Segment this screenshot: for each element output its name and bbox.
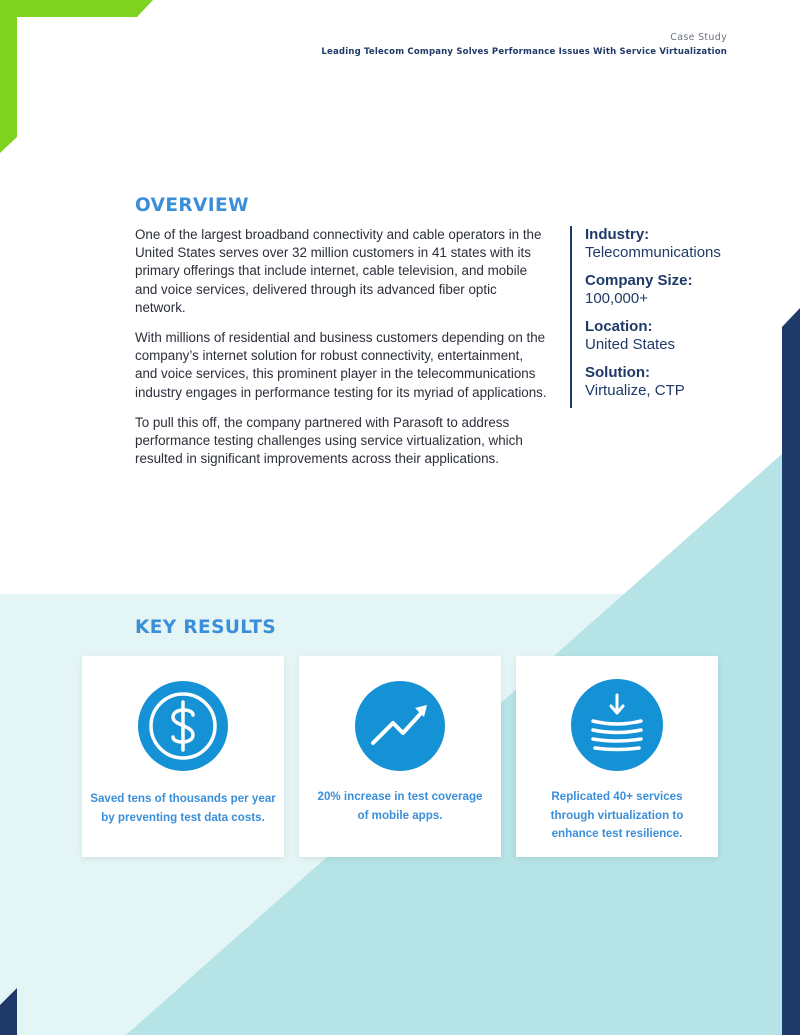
trend-up-icon	[355, 681, 445, 771]
overview-paragraph: One of the largest broadband connectivity and cable operators in the United States serves over 32 million customers in 41 states with its primary offerings that include internet, cable television, and mobile and voice services, delivered through its advanced fiber optic network.	[135, 227, 542, 315]
navy-right-edge	[782, 308, 800, 1035]
result-caption: Replicated 40+ services through virtualization to enhance test resilience.	[550, 790, 684, 840]
fact-value: United States	[585, 336, 676, 353]
document-header	[321, 32, 727, 57]
fact-industry	[585, 226, 765, 262]
overview-paragraph: With millions of residential and business customers depending on the company’s internet solution for robust connectivity, entertainment, and voice services, this prominent player in the telecommunications industry engages in performance testing for its myriad of applications.	[135, 330, 547, 400]
fact-value: 100,000+	[585, 290, 648, 307]
document-type: Case Study	[670, 32, 727, 43]
result-caption: 20% increase in test coverage of mobile apps.	[317, 790, 483, 822]
green-corner-bracket	[0, 0, 153, 153]
fact-label: Company Size:	[585, 272, 693, 289]
fact-solution	[585, 364, 765, 400]
result-card	[516, 656, 718, 857]
layers-down-icon	[571, 679, 663, 771]
fact-label: Location:	[585, 318, 653, 335]
key-results-heading: KEY RESULTS	[135, 617, 277, 638]
document-title: Leading Telecom Company Solves Performance Issues With Service Virtualization	[321, 47, 727, 57]
overview-body	[135, 226, 547, 480]
fact-company-size	[585, 272, 765, 308]
company-facts	[570, 226, 765, 408]
result-caption: Saved tens of thousands per year by preventing test data costs.	[90, 792, 276, 824]
dollar-icon	[138, 681, 228, 771]
fact-value: Telecommunications	[585, 244, 721, 261]
fact-value: Virtualize, CTP	[585, 382, 685, 399]
overview-heading: OVERVIEW	[135, 195, 249, 216]
result-card	[299, 656, 501, 857]
fact-label: Industry:	[585, 226, 650, 243]
result-card	[82, 656, 284, 857]
overview-paragraph: To pull this off, the company partnered with Parasoft to address performance testing challenges using service virtualization, which resulted in significant improvements across their applications.	[135, 414, 523, 467]
fact-location	[585, 318, 765, 354]
fact-label: Solution:	[585, 364, 650, 381]
